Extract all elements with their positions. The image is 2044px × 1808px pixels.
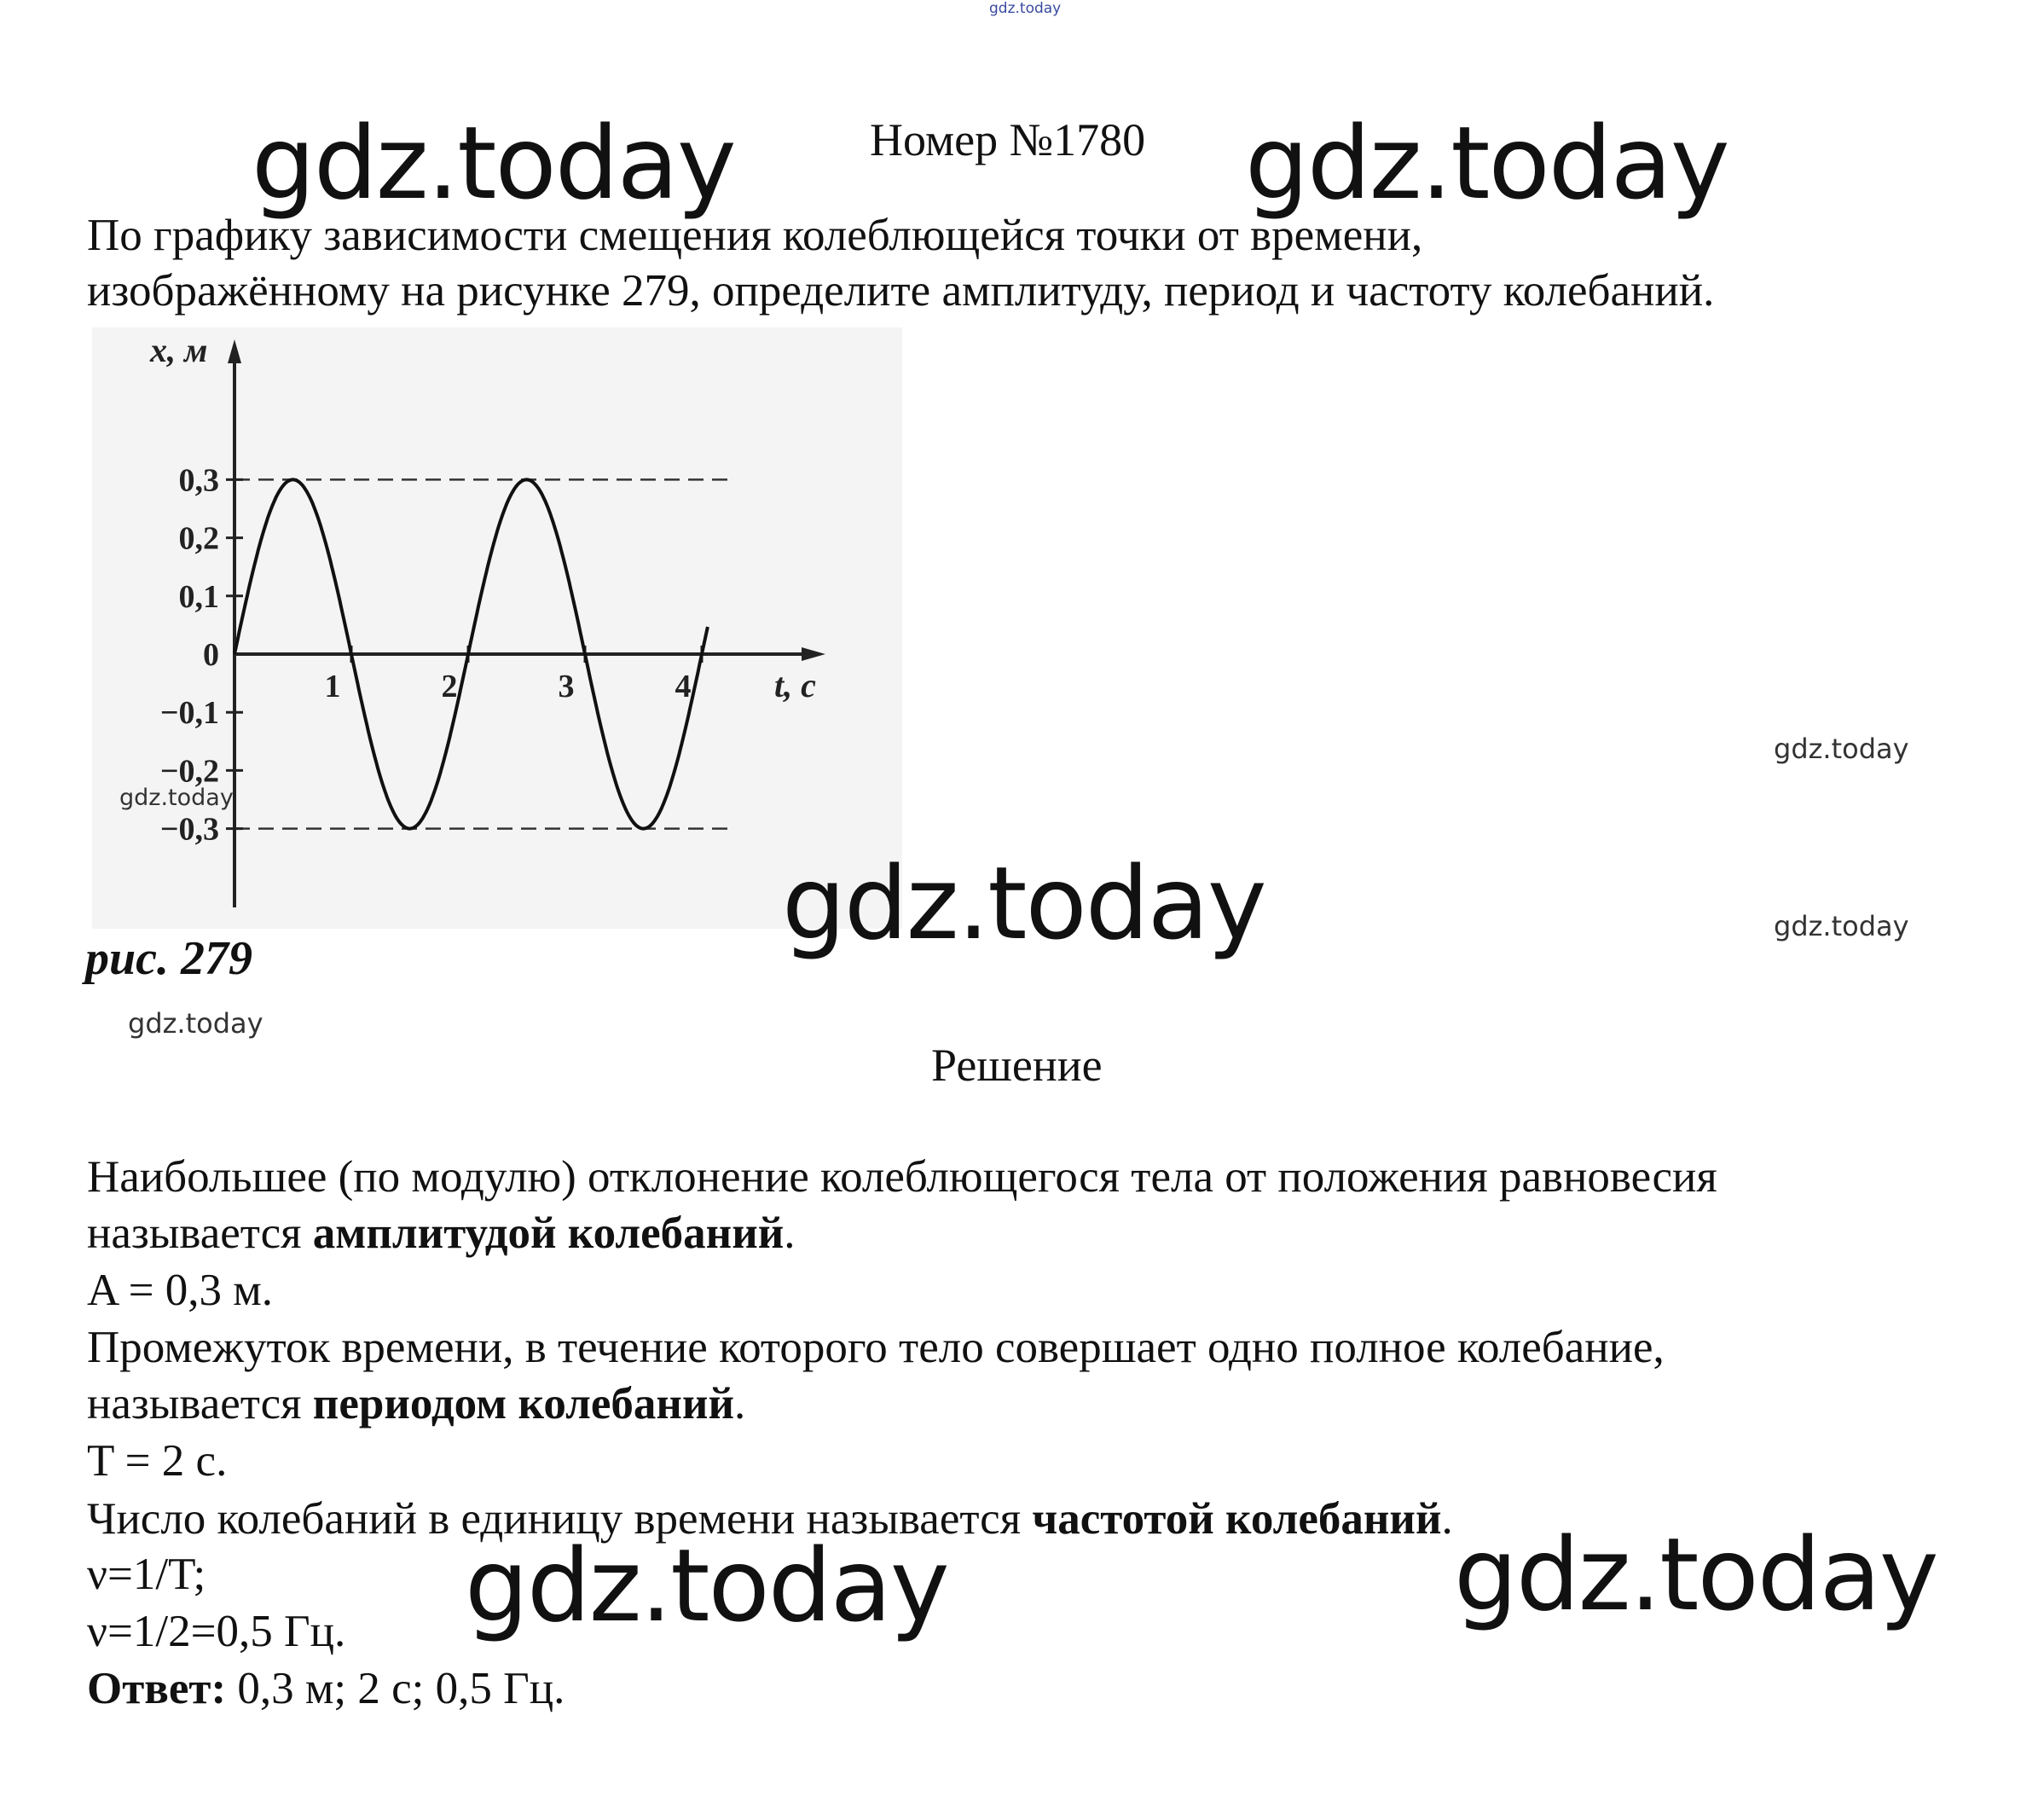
term-amplitude: амплитудой колебаний (312, 1208, 785, 1258)
period-value: T = 2 с. (87, 1436, 228, 1486)
solution-p1-line1: Наибольшее (по модулю) отклонение колеблющегося тела от положения равновесия (87, 1152, 1717, 1202)
solution-p2-line1: Промежуток времени, в течение которого тело совершает одно полное колебание, (87, 1323, 1665, 1372)
watermark-small: gdz.today (1774, 733, 1909, 765)
watermark-large: gdz.today (252, 104, 735, 222)
watermark-large: gdz.today (782, 844, 1265, 962)
chart-svg (92, 327, 902, 929)
figure-caption: рис. 279 (85, 932, 252, 985)
x-axis-label: t, с (774, 666, 816, 704)
y-tick-label: 0,1 (178, 578, 219, 615)
watermark-small: gdz.today (128, 1007, 263, 1040)
text: Число колебаний в единицу времени называется (87, 1494, 1033, 1544)
term-period: периодом колебаний (312, 1379, 734, 1428)
text: называется (87, 1208, 313, 1258)
watermark-tiny: gdz.today (989, 0, 1062, 17)
y-tick-label: 0 (203, 637, 219, 673)
task-line-2: изображённому на рисунке 279, определите амплитуду, период и частоту колебаний. (87, 266, 1715, 316)
oscillation-graph (92, 327, 902, 929)
amplitude-value: A = 0,3 м. (87, 1266, 274, 1315)
text: . (784, 1208, 796, 1258)
y-tick-label: −0,2 (159, 753, 219, 790)
watermark-small: gdz.today (1774, 910, 1909, 942)
x-tick-label: 4 (675, 669, 692, 704)
text: называется (87, 1379, 313, 1428)
watermark-small: gdz.today (119, 785, 234, 811)
x-tick-label: 2 (441, 669, 458, 704)
answer (87, 1660, 565, 1717)
watermark-large: gdz.today (1245, 104, 1728, 222)
y-tick-label: −0,1 (159, 695, 219, 732)
solution-heading: Решение (931, 1040, 1103, 1091)
x-tick-label: 3 (558, 669, 575, 704)
watermark-large: gdz.today (465, 1527, 948, 1644)
solution-p2-line2 (87, 1376, 745, 1432)
task-line-1: По графику зависимости смещения колеблющейся точки от времени, (87, 211, 1423, 260)
y-tick-label: −0,3 (159, 811, 219, 848)
y-axis-label: x, м (150, 331, 208, 369)
answer-value: 0,3 м; 2 с; 0,5 Гц. (226, 1664, 565, 1713)
text: . (734, 1379, 746, 1428)
solution-p1-line2 (87, 1205, 796, 1261)
y-tick-label: 0,2 (178, 520, 219, 557)
frequency-value: ν=1/2=0,5 Гц. (87, 1607, 346, 1656)
text: . (1441, 1494, 1453, 1544)
y-tick-label: 0,3 (178, 462, 219, 499)
watermark-large: gdz.today (1454, 1515, 1937, 1633)
page-title: Номер №1780 (870, 114, 1146, 165)
formula-frequency: ν=1/T; (87, 1550, 206, 1599)
answer-label: Ответ: (87, 1664, 227, 1713)
x-tick-label: 1 (324, 669, 341, 704)
term-frequency: частотой колебаний (1032, 1494, 1442, 1544)
